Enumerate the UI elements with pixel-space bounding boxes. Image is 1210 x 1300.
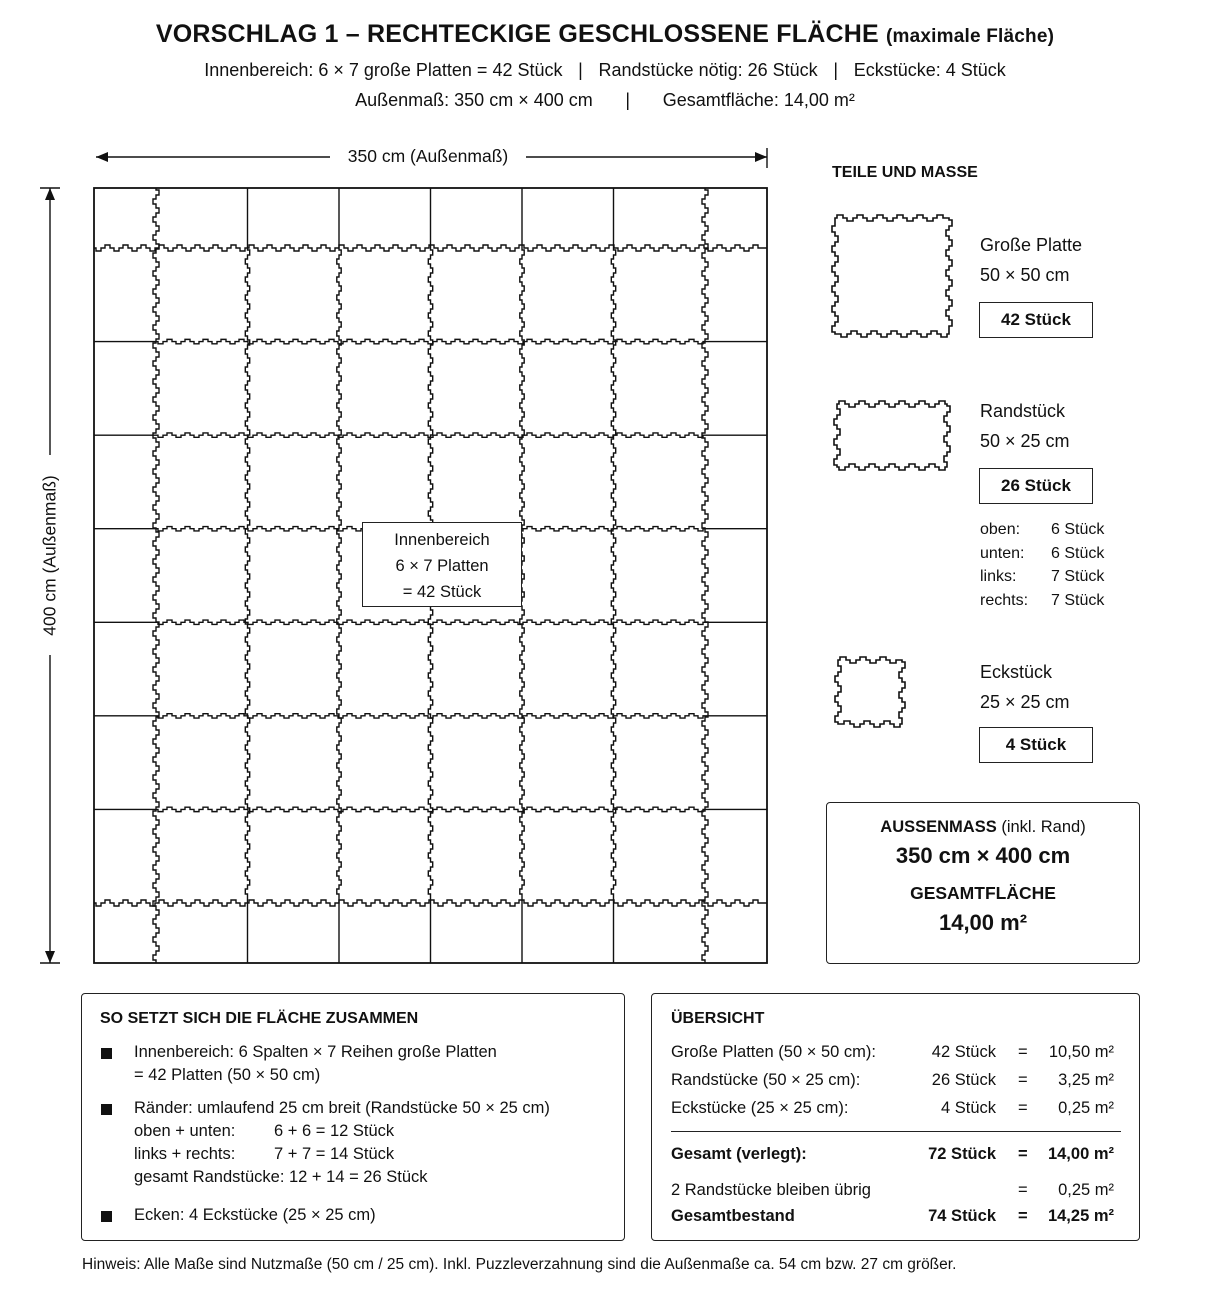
edge-tile-icon (834, 401, 950, 470)
inner-label-1: Innenbereich (394, 531, 490, 549)
part-corner-size: 25 × 25 cm (980, 692, 1070, 712)
overview-row-area: 0,25 m² (1058, 1099, 1114, 1117)
part-corner-count: 4 Stück (979, 727, 1093, 763)
part-large-name: Große Platte (980, 235, 1083, 255)
overview-total-count: 72 Stück (928, 1145, 996, 1163)
overview-leftover-eq: = (1018, 1181, 1028, 1199)
title-main: VORSCHLAG 1 – RECHTECKIGE GESCHLOSSENE FLÄCHE (155, 20, 879, 48)
edge-breakdown-row: rechts: 7 Stück (980, 591, 1105, 609)
part-corner-info (980, 657, 1070, 717)
edge-breakdown (980, 518, 1104, 612)
part-edge-name: Randstück (980, 401, 1066, 421)
footer-note: Hinweis: Alle Maße sind Nutzmaße (50 cm / 25 cm). Inkl. Puzzleverzahnung sind die Außenmaße ca. 54 cm bzw. 27 cm größer. (82, 1256, 957, 1273)
overview-heading: ÜBERSICHT (671, 1010, 765, 1027)
parts-heading: TEILE UND MASSE (832, 164, 978, 181)
overview-row-label: Große Platten (50 × 50 cm): (671, 1043, 876, 1061)
overview-row-count: 4 Stück (940, 1099, 996, 1117)
large-tile-icon (832, 215, 952, 337)
composition-item-corners: Ecken: 4 Eckstücke (25 × 25 cm) (134, 1206, 376, 1224)
edge-breakdown-row: links: 7 Stück (980, 568, 1105, 585)
outer-dimensions-box (826, 802, 1140, 964)
part-large-size: 50 × 50 cm (980, 265, 1070, 285)
overview-row-eq: = (1018, 1071, 1028, 1089)
area-value: 14,00 m² (938, 910, 1028, 935)
part-edge-count: 26 Stück (979, 468, 1093, 504)
subtitle-edges: Randstücke nötig: 26 Stück (598, 60, 818, 80)
overview-row-eq: = (1018, 1043, 1028, 1061)
overview-total-area: 14,00 m² (1047, 1145, 1114, 1163)
edge-breakdown-row: oben: 6 Stück (980, 521, 1105, 538)
composition-panel (81, 993, 625, 1241)
separator: | (578, 60, 583, 80)
outer-label: AUSSENMASS (880, 818, 997, 836)
corner-tile-icon (835, 657, 905, 727)
overview-stock-count: 74 Stück (928, 1207, 996, 1225)
inner-label-2: 6 × 7 Platten (395, 557, 489, 575)
subtitle-outer: Außenmaß: 350 cm × 400 cm (355, 90, 593, 110)
subtitle-inner: Innenbereich: 6 × 7 große Platten = 42 Stück (204, 60, 563, 80)
composition-heading: SO SETZT SICH DIE FLÄCHE ZUSAMMEN (100, 1010, 419, 1027)
overview-total-label: Gesamt (verlegt): (671, 1145, 807, 1163)
outer-value: 350 cm × 400 cm (895, 843, 1071, 868)
inner-label-3: = 42 Stück (402, 583, 482, 601)
bullet-icon (101, 1211, 112, 1222)
composition-item-inner: Innenbereich: 6 Spalten × 7 Reihen große Platten = 42 Platten (50 × 50 cm) (134, 1043, 497, 1084)
width-label: 350 cm (Außenmaß) (347, 146, 509, 166)
divider (671, 1131, 1121, 1132)
overview-leftover-label: 2 Randstücke bleiben übrig (671, 1181, 871, 1199)
overview-panel (651, 993, 1140, 1241)
overview-row-area: 3,25 m² (1058, 1071, 1114, 1089)
overview-row-area: 10,50 m² (1048, 1043, 1114, 1061)
overview-row-label: Eckstücke (25 × 25 cm): (671, 1099, 849, 1117)
overview-row-eq: = (1018, 1099, 1028, 1117)
overview-leftover-area: 0,25 m² (1058, 1181, 1114, 1199)
area-label: GESAMTFLÄCHE (910, 883, 1056, 903)
overview-row-label: Randstücke (50 × 25 cm): (671, 1071, 861, 1089)
separator: | (833, 60, 839, 80)
composition-item-edges: Ränder: umlaufend 25 cm breit (Randstücke 50 × 25 cm) oben + unten: 6 + 6 = 12 Stück links + rechts: 7 + 7 = 14 Stück gesamt Randstücke: 12 + 14 = 26 Stück (134, 1099, 550, 1186)
separator: | (625, 90, 631, 110)
overview-stock-eq: = (1018, 1207, 1028, 1225)
part-large-count: 42 Stück (979, 302, 1093, 338)
part-corner-name: Eckstück (980, 662, 1053, 682)
edge-breakdown-row: unten: 6 Stück (980, 544, 1105, 562)
bullet-icon (101, 1104, 112, 1115)
overview-stock-label: Gesamtbestand (671, 1207, 795, 1225)
part-large-info (980, 230, 1082, 290)
overview-row-count: 26 Stück (931, 1071, 996, 1089)
part-edge-info (980, 396, 1070, 456)
subtitle-corners: Eckstücke: 4 Stück (853, 60, 1006, 80)
overview-row-count: 42 Stück (931, 1043, 996, 1061)
part-edge-size: 50 × 25 cm (980, 431, 1070, 451)
bullet-icon (101, 1048, 112, 1059)
subtitle-area: Gesamtfläche: 14,00 m² (662, 90, 855, 110)
overview-stock-area: 14,25 m² (1047, 1207, 1114, 1225)
height-label: 400 cm (Außenmaß) (39, 475, 60, 636)
outer-label-suffix: (inkl. Rand) (1001, 818, 1086, 836)
title-suffix: (maximale Fläche) (886, 26, 1055, 47)
overview-total-eq: = (1018, 1145, 1028, 1163)
